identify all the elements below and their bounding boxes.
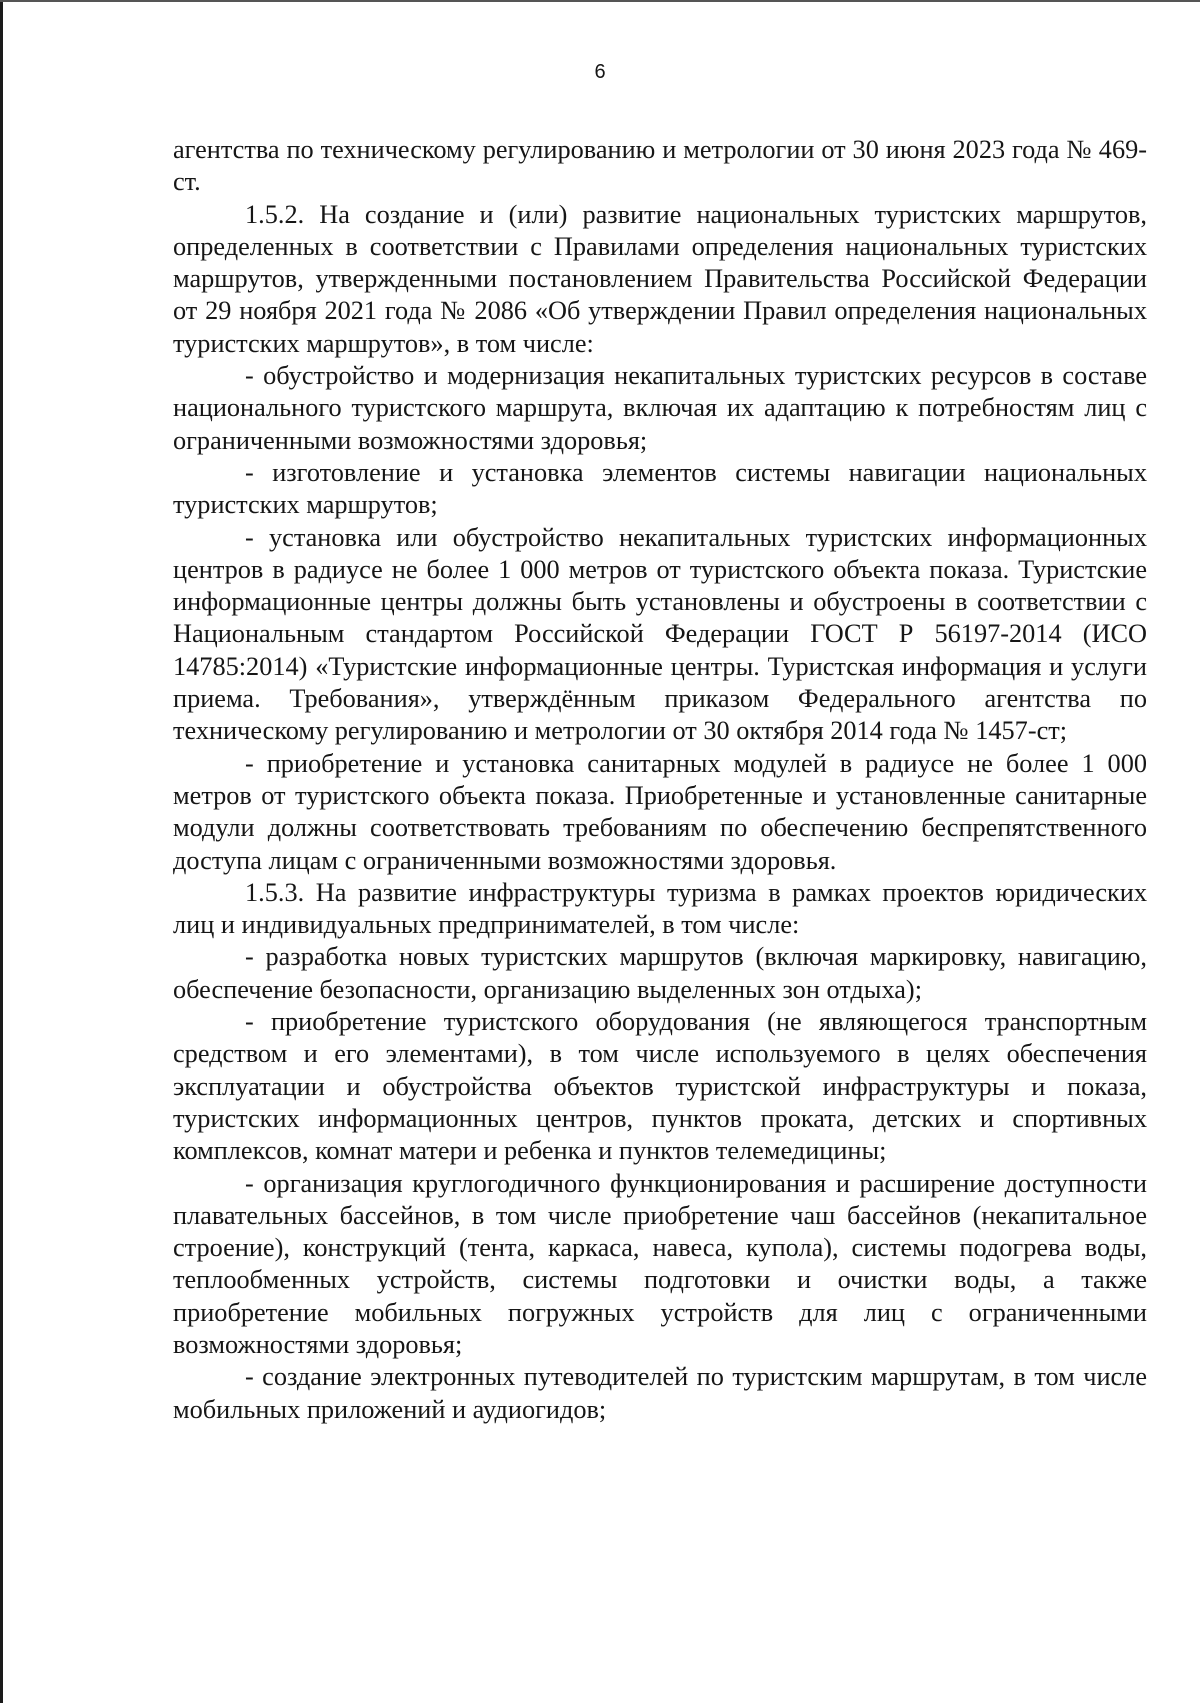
paragraph: 1.5.3. На развитие инфраструктуры туризма в рамках проектов юридических лиц и индивидуальных предпринимателей, в том числе:: [173, 877, 1147, 940]
paragraph: 1.5.2. На создание и (или) развитие национальных туристских маршрутов, определенных в соответствии с Правилами определения национальных туристских маршрутов, утвержденными постановлением Правительства Российской Федерации от 29 ноября 2021 года № 2086 «Об утверждении Правил определения национальных туристских маршрутов», в том числе:: [173, 199, 1147, 358]
list-item: - приобретение туристского оборудования (не являющегося транспортным средством и его элементами), в том числе используемого в целях обеспечения эксплуатации и обустройства объектов туристской инфраструктуры и показа, туристских информационных центров, пунктов проката, детских и спортивных комплексов, комнат матери и ребенка и пунктов телемедицины;: [173, 1007, 1147, 1166]
list-item: - разработка новых туристских маршрутов (включая маркировку, навигацию, обеспечение безопасности, организацию выделенных зон отдыха);: [173, 942, 1147, 1004]
scan-edge-left: [0, 0, 3, 1703]
list-item: - создание электронных путеводителей по туристским маршрутам, в том числе мобильных приложений и аудиогидов;: [173, 1362, 1147, 1424]
document-body: [173, 134, 1147, 1426]
list-item: - организация круглогодичного функционирования и расширение доступности плавательных бассейнов, в том числе приобретение чаш бассейнов (некапитальное строение), конструкций (тента, каркаса, навеса, купола), системы подогрева воды, теплообменных устройств, системы подготовки и очистки воды, а также приобретение мобильных погружных устройств для лиц с ограниченными возможностями здоровья;: [173, 1168, 1147, 1359]
list-item: - установка или обустройство некапитальных туристских информационных центров в радиусе не более 1 000 метров от туристского объекта показа. Туристские информационные центры должны быть установлены и обустроены в соответствии с Национальным стандартом Российской Федерации ГОСТ Р 56197-2014 (ИСО 14785:2014) «Туристские информационные центры. Туристская информация и услуги приема. Требования», утверждённым приказом Федерального агентства по техническому регулированию и метрологии от 30 октября 2014 года № 1457-ст;: [173, 522, 1147, 746]
paragraph: агентства по техническому регулированию и метрологии от 30 июня 2023 года № 469-ст.: [173, 135, 1147, 197]
page-number: 6: [594, 61, 606, 83]
scan-edge-top: [0, 0, 1200, 2]
list-item: - приобретение и установка санитарных модулей в радиусе не более 1 000 метров от туристского объекта показа. Приобретенные и установленные санитарные модули должны соответствовать требованиям по обеспечению беспрепятственного доступа лицам с ограниченными возможностями здоровья.: [173, 748, 1147, 875]
list-item: - обустройство и модернизация некапитальных туристских ресурсов в составе национального туристского маршрута, включая их адаптацию к потребностям лиц с ограниченными возможностями здоровья;: [173, 361, 1147, 455]
list-item: - изготовление и установка элементов системы навигации национальных туристских маршрутов;: [173, 457, 1147, 520]
